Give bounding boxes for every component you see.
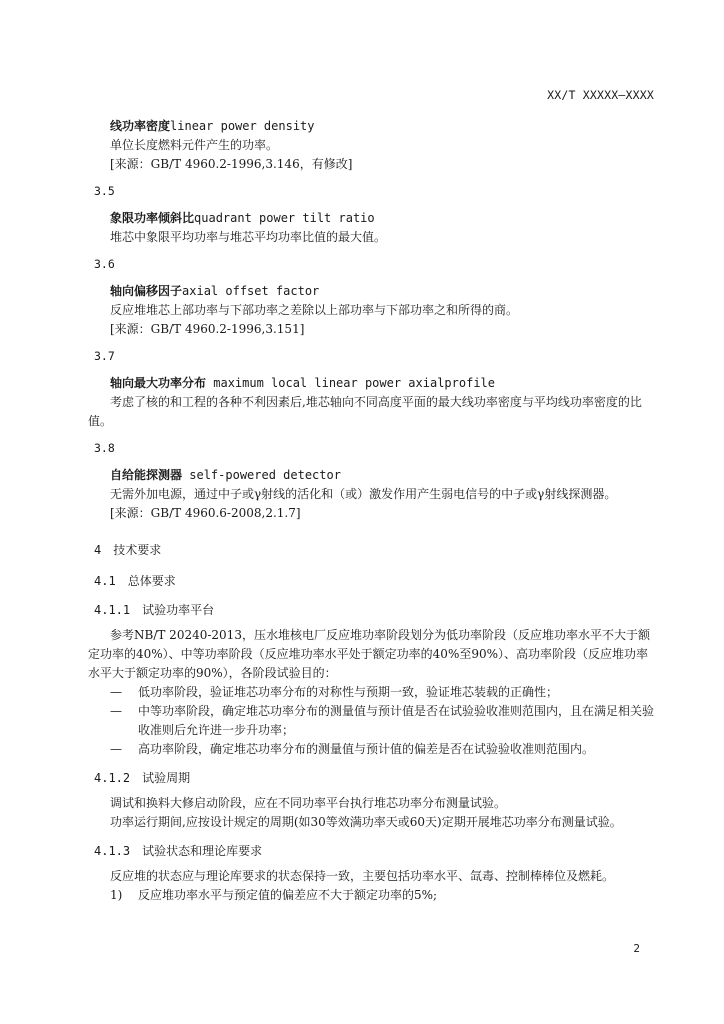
- subsection-number: 4.1: [94, 574, 116, 588]
- list-marker: —: [110, 685, 122, 699]
- term-source: [来源：GB/T 4960.2-1996,3.151]: [110, 322, 305, 336]
- term-title: [88, 282, 658, 301]
- paragraph: 功率运行期间,应按设计规定的周期(如30等效满功率天或60天)定期开展堆芯功率分布测量试验。: [110, 815, 622, 829]
- subsection-title: 试验状态和理论库要求: [142, 844, 263, 858]
- list-text: 高功率阶段，确定堆芯功率分布的测量值与预计值的偏差是否在试验验收准则范围内。: [138, 742, 595, 756]
- subsection-heading: [94, 601, 658, 620]
- term-definition: 反应堆堆芯上部功率与下部功率之差除以上部功率与下部功率之和所得的商。: [110, 303, 519, 317]
- term-title-cn: 轴向最大功率分布: [110, 376, 207, 390]
- subsection-title: 试验周期: [142, 771, 191, 785]
- list-text: 反应堆功率水平与预定值的偏差应不大于额定功率的5%;: [138, 888, 438, 902]
- section-heading: [94, 541, 658, 560]
- list-item: [88, 740, 658, 759]
- list-text: 中等功率阶段，确定堆芯功率分布的测量值与预计值是否在试验验收准则范围内，且在满足相关验收准则后允许进一步升功率；: [138, 704, 655, 737]
- subsection-title: 总体要求: [127, 574, 176, 588]
- term-number: 3.5: [94, 184, 115, 198]
- list-marker: —: [110, 742, 122, 756]
- term-title-en: maximum local linear power axialprofile: [206, 376, 495, 390]
- subsection-heading: [94, 769, 658, 788]
- subsection-number: 4.1.1: [94, 603, 131, 617]
- term-title: [88, 374, 658, 393]
- term-self-powered-detector: [88, 466, 658, 523]
- subsection-number: 4.1.2: [94, 771, 131, 785]
- term-number: 3.8: [94, 441, 115, 455]
- term-number: 3.7: [94, 349, 115, 363]
- term-title-cn: 轴向偏移因子: [110, 284, 183, 298]
- term-linear-power-density: [88, 117, 658, 174]
- section-number: 4: [94, 543, 102, 557]
- list-item: [88, 886, 658, 905]
- list-text: 低功率阶段，验证堆芯功率分布的对称性与预期一致，验证堆芯装载的正确性；: [138, 685, 559, 699]
- term-axial-max-power: [88, 374, 658, 431]
- list-marker: 1): [110, 888, 123, 902]
- paragraph: 参考NB/T 20240-2013，压水堆核电厂反应堆功率阶段划分为低功率阶段（反应堆功率水平不大于额定功率的40%）、中等功率阶段（反应堆功率水平处于额定功率的40%至90%）、高功率阶段（反应堆功率水平大于额定功率的90%），各阶段试验目的：: [88, 628, 650, 680]
- term-definition: 堆芯中象限平均功率与堆芯平均功率比值的最大值。: [110, 230, 387, 244]
- term-title-cn: 线功率密度: [110, 119, 171, 133]
- term-title: [88, 466, 658, 485]
- paragraph: 反应堆的状态应与理论库要求的状态保持一致，主要包括功率水平、氙毒、控制棒棒位及燃耗。: [110, 869, 615, 883]
- term-title-en: axial offset factor: [182, 284, 320, 298]
- document-code: XX/T XXXXX—XXXX: [547, 88, 654, 102]
- term-title: [88, 117, 658, 136]
- term-source: [来源：GB/T 4960.2-1996,3.146，有修改]: [110, 157, 353, 171]
- term-title-en: linear power density: [170, 119, 315, 133]
- term-axial-offset: [88, 282, 658, 339]
- term-definition: 无需外加电源，通过中子或γ射线的活化和（或）激发作用产生弱电信号的中子或γ射线探测器。: [110, 487, 617, 501]
- document-body: [88, 117, 658, 905]
- term-quadrant-power-tilt: [88, 209, 658, 247]
- list-item: [88, 683, 658, 702]
- list-marker: —: [110, 704, 122, 718]
- paragraph: 调试和换料大修启动阶段，应在不同功率平台执行堆芯功率分布测量试验。: [110, 796, 507, 810]
- term-definition: 考虑了核的和工程的各种不利因素后,堆芯轴向不同高度平面的最大线功率密度与平均线功率密度的比值。: [88, 395, 642, 428]
- term-title-en: quadrant power tilt ratio: [194, 211, 375, 225]
- subsection-number: 4.1.3: [94, 844, 131, 858]
- term-title: [88, 209, 658, 228]
- term-title-en: self-powered detector: [182, 468, 341, 482]
- subsection-heading: [94, 842, 658, 861]
- section-title: 技术要求: [113, 543, 162, 557]
- list-item: [88, 702, 658, 740]
- term-title-cn: 象限功率倾斜比: [110, 211, 195, 225]
- term-number: 3.6: [94, 257, 115, 271]
- term-title-cn: 自给能探测器: [110, 468, 183, 482]
- term-definition: 单位长度燃料元件产生的功率。: [110, 138, 279, 152]
- page-number: 2: [633, 942, 640, 955]
- subsection-title: 试验功率平台: [142, 603, 215, 617]
- term-source: [来源：GB/T 4960.6-2008,2.1.7]: [110, 506, 301, 520]
- subsection-heading: [94, 572, 658, 591]
